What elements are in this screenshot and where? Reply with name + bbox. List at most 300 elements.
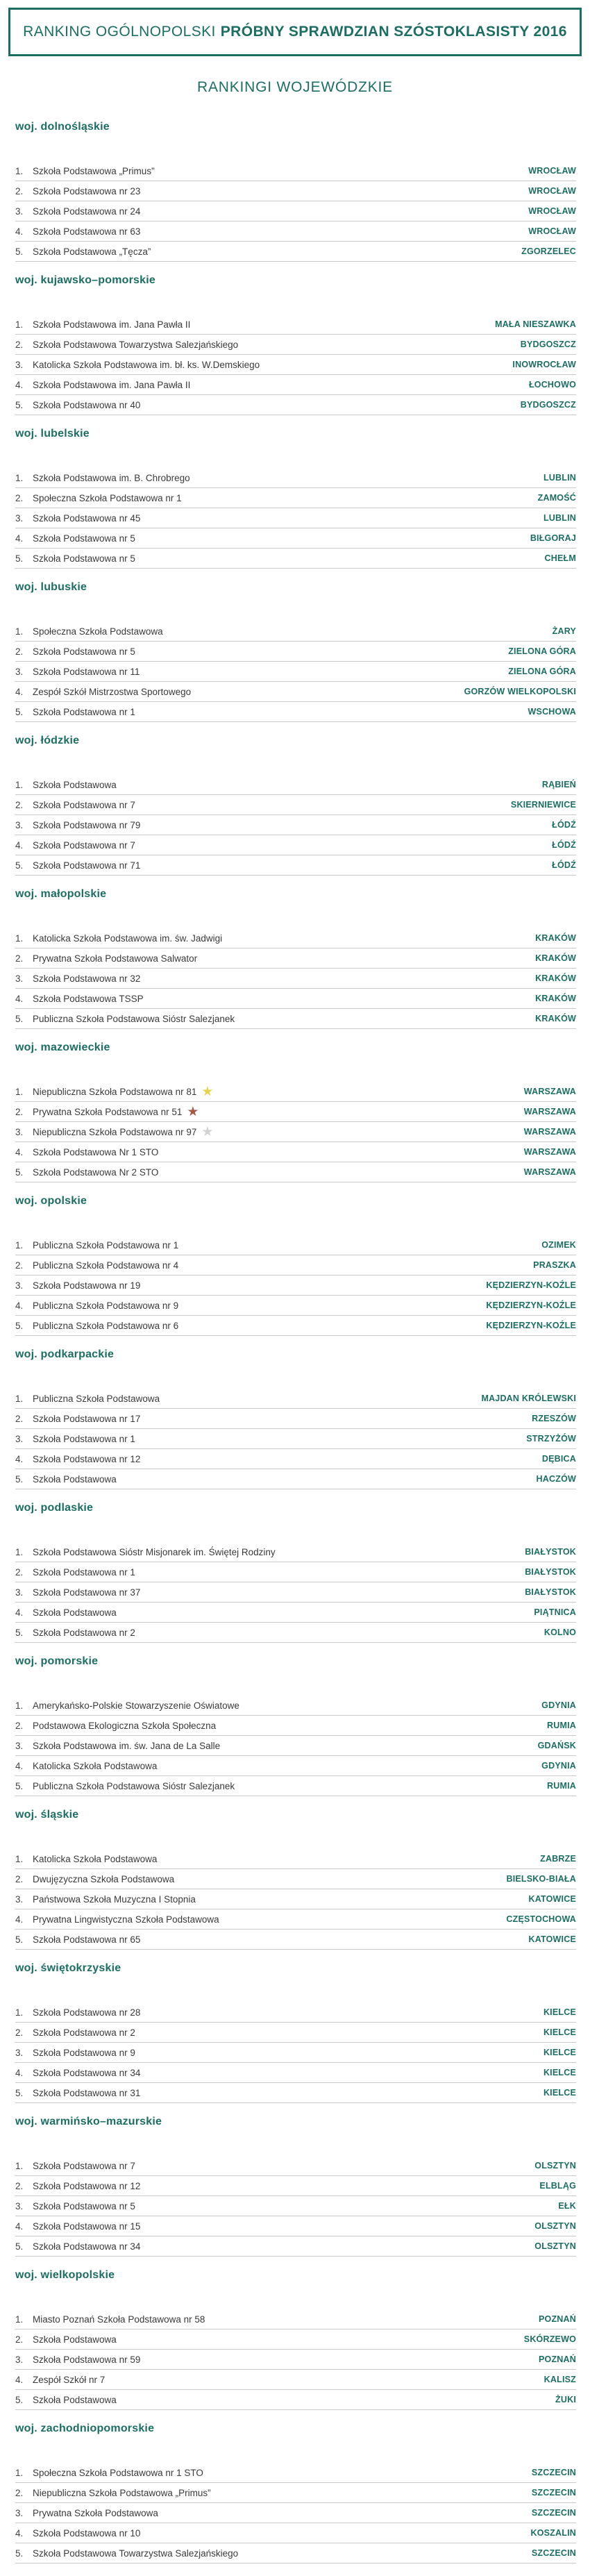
rank-number: 2. (15, 646, 24, 657)
rank-number: 4. (15, 226, 24, 237)
ranking-row (15, 682, 576, 702)
school-name-cell (33, 1700, 541, 1711)
city-name: KRAKÓW (535, 933, 576, 943)
school-name: Publiczna Szkoła Podstawowa nr 4 (33, 1260, 179, 1271)
city-name: GDYNIA (541, 1761, 576, 1771)
school-name: Szkoła Podstawowa Towarzystwa Salezjańskiego (33, 339, 239, 350)
school-name-cell (33, 646, 508, 657)
rank-number: 5. (15, 399, 24, 410)
rank-number: 2. (15, 2180, 24, 2191)
school-name: Szkoła Podstawowa Sióstr Misjonarek im. Świętej Rodziny (33, 1546, 276, 1557)
city-name: ŁÓDŹ (552, 860, 576, 870)
rank-number: 5. (15, 1780, 24, 1791)
rank-number: 1. (15, 779, 24, 790)
school-name-cell (33, 2068, 543, 2078)
ranking-row (15, 1122, 576, 1142)
ranking-row (15, 2543, 576, 2564)
ranking-row (15, 1889, 576, 1909)
city-name: WARSZAWA (523, 1087, 576, 1096)
school-name-cell (33, 626, 553, 637)
rank-number: 4. (15, 379, 24, 390)
ranking-row (15, 395, 576, 415)
rank-number: 2. (15, 799, 24, 810)
rank-number: 2. (15, 953, 24, 964)
school-name: Dwujęzyczna Szkoła Podstawowa (33, 1873, 175, 1884)
rank-number: 5. (15, 246, 24, 257)
region-section (15, 1655, 576, 1809)
school-name: Szkoła Podstawowa nr 7 (33, 839, 135, 851)
city-name: KRAKÓW (535, 953, 576, 963)
region-title: woj. śląskie (15, 1809, 79, 1821)
city-name: LUBLIN (543, 513, 576, 523)
city-name: BIAŁYSTOK (525, 1567, 576, 1577)
region-title: woj. opolskie (15, 1195, 87, 1207)
school-name: Szkoła Podstawowa nr 31 (33, 2087, 141, 2098)
city-name: POZNAŃ (539, 2314, 576, 2324)
school-name-cell (33, 800, 511, 810)
city-name: ZGORZELEC (521, 246, 576, 256)
school-name-cell (33, 319, 495, 330)
rank-number: 5. (15, 1934, 24, 1945)
school-name-cell (33, 1085, 524, 1098)
school-name: Publiczna Szkoła Podstawowa Sióstr Salezjanek (33, 1780, 235, 1791)
ranking-row (15, 815, 576, 835)
school-name: Zespół Szkół nr 7 (33, 2374, 106, 2385)
ranking-row (15, 335, 576, 355)
school-name: Szkoła Podstawowa (33, 779, 117, 790)
city-name: SKÓRZEWO (523, 2334, 576, 2344)
rank-number: 3. (15, 1433, 24, 1444)
rank-number: 2. (15, 1413, 24, 1424)
school-name: Katolicka Szkoła Podstawowa im. bł. ks. W.Demskiego (33, 359, 260, 370)
school-name: Szkoła Podstawowa nr 7 (33, 2160, 135, 2171)
region-title: woj. zachodniopomorskie (15, 2423, 155, 2434)
school-name: Szkoła Podstawowa TSSP (33, 993, 144, 1004)
city-name: OLSZTYN (534, 2241, 576, 2251)
school-name-cell (33, 2355, 539, 2365)
ranking-row (15, 621, 576, 642)
school-name-cell (33, 2161, 534, 2171)
city-name: OLSZTYN (534, 2161, 576, 2171)
school-name-cell (33, 2221, 534, 2232)
school-name: Szkoła Podstawowa nr 45 (33, 512, 141, 524)
ranking-row (15, 468, 576, 488)
school-name-cell (33, 1914, 506, 1925)
school-name-cell (33, 513, 543, 524)
ranking-row (15, 201, 576, 221)
school-name: Szkoła Podstawowa (33, 1473, 117, 1484)
rank-number: 5. (15, 2241, 24, 2252)
school-name: Szkoła Podstawowa nr 63 (33, 226, 141, 237)
ranking-row (15, 221, 576, 242)
ranking-row (15, 488, 576, 508)
rank-number: 3. (15, 2200, 24, 2211)
ranking-row (15, 1429, 576, 1449)
city-name: KRAKÓW (535, 1014, 576, 1023)
school-name: Zespół Szkół Mistrzostwa Sportowego (33, 686, 192, 697)
school-name-cell (33, 780, 542, 790)
school-name: Szkoła Podstawowa nr 34 (33, 2067, 141, 2078)
city-name: WROCŁAW (528, 206, 576, 216)
school-name: Szkoła Podstawowa (33, 1607, 117, 1618)
ranking-row (15, 1849, 576, 1869)
school-name: Szkoła Podstawowa im. Jana Pawła II (33, 319, 191, 330)
school-name-cell (33, 2201, 558, 2211)
school-name-cell (33, 2548, 532, 2559)
city-name: ŁÓDŹ (552, 840, 576, 850)
school-name: Szkoła Podstawowa nr 7 (33, 799, 135, 810)
city-name: WARSZAWA (523, 1127, 576, 1137)
school-name-cell (33, 1105, 524, 1119)
rank-number: 3. (15, 1126, 24, 1137)
rank-number: 4. (15, 2220, 24, 2232)
school-name-cell (33, 1761, 541, 1771)
school-name: Szkoła Podstawowa nr 12 (33, 2180, 141, 2191)
school-name-cell (33, 2395, 555, 2405)
school-name: Szkoła Podstawowa nr 1 (33, 706, 135, 717)
school-name-cell (33, 380, 529, 390)
region-title: woj. warmińsko–mazurskie (15, 2116, 162, 2127)
ranking-row (15, 1736, 576, 1756)
school-name-cell (33, 973, 535, 984)
city-name: GDYNIA (541, 1700, 576, 1710)
rank-number: 2. (15, 185, 24, 196)
city-name: ŁÓDŹ (552, 820, 576, 830)
school-name: Publiczna Szkoła Podstawowa (33, 1393, 160, 1404)
school-name: Szkoła Podstawowa (33, 2394, 117, 2405)
school-name: Publiczna Szkoła Podstawowa Sióstr Salezjanek (33, 1013, 235, 1024)
rank-number: 1. (15, 2467, 24, 2478)
rank-number: 1. (15, 1393, 24, 1404)
school-name: Niepubliczna Szkoła Podstawowa nr 97 (33, 1126, 197, 1137)
school-name-cell (33, 860, 552, 871)
rank-number: 3. (15, 973, 24, 984)
ranking-row (15, 928, 576, 948)
school-name-cell (33, 1394, 481, 1404)
rank-number: 3. (15, 819, 24, 830)
school-name: Szkoła Podstawowa nr 15 (33, 2220, 141, 2232)
city-name: KĘDZIERZYN-KOŹLE (486, 1280, 576, 1290)
school-name-cell (33, 2088, 543, 2098)
school-name: Szkoła Podstawowa nr 37 (33, 1587, 141, 1598)
ranking-row (15, 2023, 576, 2043)
school-name: Szkoła Podstawowa (33, 2334, 117, 2345)
rank-number: 2. (15, 1260, 24, 1271)
city-name: KALISZ (543, 2375, 576, 2384)
city-name: KĘDZIERZYN-KOŹLE (486, 1321, 576, 1330)
rank-number: 4. (15, 2374, 24, 2385)
rank-number: 1. (15, 1700, 24, 1711)
school-name: Szkoła Podstawowa nr 79 (33, 819, 141, 830)
ranking-row (15, 1716, 576, 1736)
region-section (15, 1809, 576, 1962)
ranking-row (15, 2503, 576, 2523)
region-title: woj. dolnośląskie (15, 121, 110, 133)
school-name-cell (33, 1547, 525, 1557)
region-section (15, 1502, 576, 1655)
rank-number: 1. (15, 626, 24, 637)
school-name: Szkoła Podstawowa nr 10 (33, 2527, 141, 2539)
ranking-row (15, 2063, 576, 2083)
city-name: BIŁGORAJ (530, 533, 576, 543)
rank-number: 3. (15, 359, 24, 370)
city-name: GDAŃSK (537, 1741, 576, 1750)
school-name: Społeczna Szkoła Podstawowa (33, 626, 163, 637)
school-name-cell (33, 1240, 541, 1251)
city-name: KRAKÓW (535, 973, 576, 983)
city-name: CHEŁM (544, 553, 576, 563)
school-name: Katolicka Szkoła Podstawowa (33, 1760, 158, 1771)
ranking-row (15, 2176, 576, 2196)
rank-number: 1. (15, 319, 24, 330)
ranking-row (15, 1756, 576, 1776)
school-name: Amerykańsko-Polskie Stowarzyszenie Oświatowe (33, 1700, 239, 1711)
region-title: woj. lubuskie (15, 581, 87, 593)
school-name-cell (33, 1280, 486, 1291)
rank-number: 2. (15, 1720, 24, 1731)
city-name: POZNAŃ (539, 2355, 576, 2364)
school-name: Katolicka Szkoła Podstawowa im. św. Jadwigi (33, 932, 223, 944)
rank-number: 1. (15, 1546, 24, 1557)
region-section (15, 581, 576, 735)
city-name: ZIELONA GÓRA (508, 646, 576, 656)
city-name: SKIERNIEWICE (510, 800, 576, 810)
school-name: Prywatna Szkoła Podstawowa nr 51 (33, 1106, 183, 1117)
ranking-row (15, 1582, 576, 1603)
region-title: woj. pomorskie (15, 1655, 99, 1667)
school-name: Szkoła Podstawowa nr 17 (33, 1413, 141, 1424)
school-name: Szkoła Podstawowa nr 1 (33, 1433, 135, 1444)
ranking-row (15, 1235, 576, 1255)
region-section (15, 735, 576, 888)
city-name: SZCZECIN (531, 2488, 576, 2498)
ranking-row (15, 1409, 576, 1429)
ranking-row (15, 549, 576, 569)
ranking-row (15, 969, 576, 989)
school-name: Szkoła Podstawowa nr 28 (33, 2007, 141, 2018)
regions-list (15, 121, 576, 2576)
city-name: PRASZKA (533, 1260, 576, 1270)
ranking-row (15, 2483, 576, 2503)
school-name-cell (33, 340, 521, 350)
school-name: Szkoła Podstawowa nr 11 (33, 666, 140, 677)
ranking-row (15, 528, 576, 549)
school-name-cell (33, 933, 535, 944)
ranking-row (15, 1276, 576, 1296)
ranking-row (15, 2390, 576, 2410)
school-name-cell (33, 2528, 531, 2539)
school-name: Szkoła Podstawowa „Tęcza” (33, 246, 151, 257)
ranking-row (15, 2083, 576, 2103)
school-name-cell (33, 226, 528, 237)
school-name: Szkoła Podstawowa nr 23 (33, 185, 141, 196)
school-name-cell (33, 687, 464, 697)
rank-number: 5. (15, 1013, 24, 1024)
rank-number: 4. (15, 533, 24, 544)
city-name: OZIMEK (541, 1240, 576, 1250)
school-name-cell (33, 360, 512, 370)
region-section (15, 428, 576, 581)
rank-number: 5. (15, 860, 24, 871)
rank-number: 2. (15, 2487, 24, 2498)
school-name-cell (33, 2314, 539, 2325)
ranking-row (15, 2156, 576, 2176)
rank-number: 3. (15, 1587, 24, 1598)
ranking-row (15, 1142, 576, 1162)
school-name-cell (33, 1414, 532, 1424)
school-name: Szkoła Podstawowa Nr 1 STO (33, 1146, 159, 1157)
region-section (15, 2116, 576, 2269)
school-name: Szkoła Podstawowa nr 5 (33, 533, 135, 544)
school-name-cell (33, 1894, 529, 1905)
rank-number: 4. (15, 1607, 24, 1618)
ranking-row (15, 2216, 576, 2236)
school-name: Publiczna Szkoła Podstawowa nr 1 (33, 1239, 179, 1251)
rank-number: 4. (15, 993, 24, 1004)
school-name-cell (33, 2508, 532, 2518)
city-name: WSCHOWA (528, 707, 576, 717)
city-name: KOSZALIN (530, 2528, 576, 2538)
school-name: Szkoła Podstawowa im. B. Chrobrego (33, 472, 190, 483)
ranking-row (15, 775, 576, 795)
city-name: BIAŁYSTOK (525, 1547, 576, 1557)
city-name: ZAMOŚĆ (537, 493, 576, 503)
rank-number: 3. (15, 512, 24, 524)
ranking-row (15, 642, 576, 662)
school-name: Prywatna Szkoła Podstawowa (33, 2507, 158, 2518)
school-name: Publiczna Szkoła Podstawowa nr 9 (33, 1300, 179, 1311)
school-name-cell (33, 1874, 506, 1884)
rank-number: 5. (15, 706, 24, 717)
school-name-cell (33, 1741, 538, 1751)
ranking-row (15, 1930, 576, 1950)
city-name: INOWROCŁAW (512, 360, 576, 369)
school-name: Szkoła Podstawowa nr 12 (33, 1453, 141, 1464)
school-name: Niepubliczna Szkoła Podstawowa nr 81 (33, 1086, 197, 1097)
region-title: woj. mazowieckie (15, 1042, 110, 1053)
city-name: BYDGOSZCZ (520, 340, 576, 349)
ranking-row (15, 1296, 576, 1316)
school-name-cell (33, 2048, 543, 2058)
ranking-row (15, 835, 576, 855)
city-name: KIELCE (543, 2048, 576, 2057)
ranking-row (15, 1316, 576, 1336)
school-name-cell (33, 473, 543, 483)
rank-number: 1. (15, 932, 24, 944)
school-name: Niepubliczna Szkoła Podstawowa „Primus” (33, 2487, 211, 2498)
rank-number: 2. (15, 2334, 24, 2345)
school-name: Szkoła Podstawowa nr 40 (33, 399, 141, 410)
school-name: Szkoła Podstawowa nr 5 (33, 553, 135, 564)
school-name-cell (33, 2468, 532, 2478)
ranking-row (15, 1082, 576, 1102)
ranking-row (15, 1869, 576, 1889)
region-title: woj. małopolskie (15, 888, 107, 900)
region-section (15, 888, 576, 1042)
school-name-cell (33, 2007, 543, 2018)
school-name-cell (33, 1587, 525, 1598)
city-name: STRZYŻÓW (526, 1434, 576, 1444)
school-name: Szkoła Podstawowa nr 2 (33, 2027, 135, 2038)
ranking-row (15, 375, 576, 395)
city-name: LUBLIN (543, 473, 576, 483)
city-name: KATOWICE (528, 1934, 576, 1944)
rank-number: 1. (15, 2160, 24, 2171)
city-name: RUMIA (547, 1781, 576, 1791)
ranking-row (15, 2002, 576, 2023)
rank-number: 4. (15, 2067, 24, 2078)
school-name-cell (33, 1300, 486, 1311)
school-name: Szkoła Podstawowa nr 24 (33, 206, 141, 217)
city-name: ŻUKI (555, 2395, 576, 2404)
school-name: Prywatna Szkoła Podstawowa Salwator (33, 953, 198, 964)
rank-number: 4. (15, 2527, 24, 2539)
school-name-cell (33, 186, 528, 196)
school-name-cell (33, 1260, 533, 1271)
ranking-row (15, 1255, 576, 1276)
school-name: Szkoła Podstawowa nr 1 (33, 1566, 135, 1578)
school-name: Szkoła Podstawowa nr 5 (33, 646, 135, 657)
city-name: OLSZTYN (534, 2221, 576, 2231)
city-name: WROCŁAW (528, 226, 576, 236)
header-title-light: RANKING OGÓLNOPOLSKI (23, 24, 216, 40)
school-name: Szkoła Podstawowa „Primus” (33, 165, 155, 176)
city-name: SZCZECIN (531, 2508, 576, 2518)
city-name: ŻARY (552, 626, 576, 636)
region-title: woj. lubelskie (15, 428, 90, 440)
school-name: Publiczna Szkoła Podstawowa nr 6 (33, 1320, 179, 1331)
school-name-cell (33, 2334, 524, 2345)
school-name-cell (33, 2488, 532, 2498)
region-title: woj. podlaskie (15, 1502, 94, 1514)
city-name: RUMIA (547, 1721, 576, 1730)
rank-number: 3. (15, 2047, 24, 2058)
school-name: Szkoła Podstawowa nr 2 (33, 1627, 135, 1638)
region-section (15, 1042, 576, 1195)
region-section (15, 2423, 576, 2576)
school-name: Szkoła Podstawowa Nr 2 STO (33, 1166, 159, 1178)
school-name: Szkoła Podstawowa nr 34 (33, 2241, 141, 2252)
region-section (15, 1962, 576, 2116)
city-name: WROCŁAW (528, 166, 576, 176)
school-name-cell (33, 1321, 486, 1331)
school-name: Społeczna Szkoła Podstawowa nr 1 STO (33, 2467, 203, 2478)
city-name: BYDGOSZCZ (520, 400, 576, 410)
ranking-row (15, 181, 576, 201)
school-name: Szkoła Podstawowa nr 19 (33, 1280, 141, 1291)
ranking-row (15, 1162, 576, 1182)
rank-number: 2. (15, 2027, 24, 2038)
rank-number: 3. (15, 206, 24, 217)
school-name: Szkoła Podstawowa nr 71 (33, 860, 141, 871)
city-name: BIAŁYSTOK (525, 1587, 576, 1597)
school-name-cell (33, 2181, 539, 2191)
city-name: CZĘSTOCHOWA (506, 1914, 576, 1924)
school-name-cell (33, 166, 528, 176)
rank-number: 5. (15, 1166, 24, 1178)
school-name: Szkoła Podstawowa nr 65 (33, 1934, 141, 1945)
page-header (8, 8, 582, 56)
school-name-cell (33, 553, 545, 564)
school-name-cell (33, 1434, 526, 1444)
ranking-row (15, 161, 576, 181)
ranking-row (15, 2196, 576, 2216)
city-name: SZCZECIN (531, 2548, 576, 2558)
ranking-row (15, 1449, 576, 1469)
school-name-cell (33, 1474, 537, 1484)
region-section (15, 121, 576, 274)
rank-number: 4. (15, 1300, 24, 1311)
